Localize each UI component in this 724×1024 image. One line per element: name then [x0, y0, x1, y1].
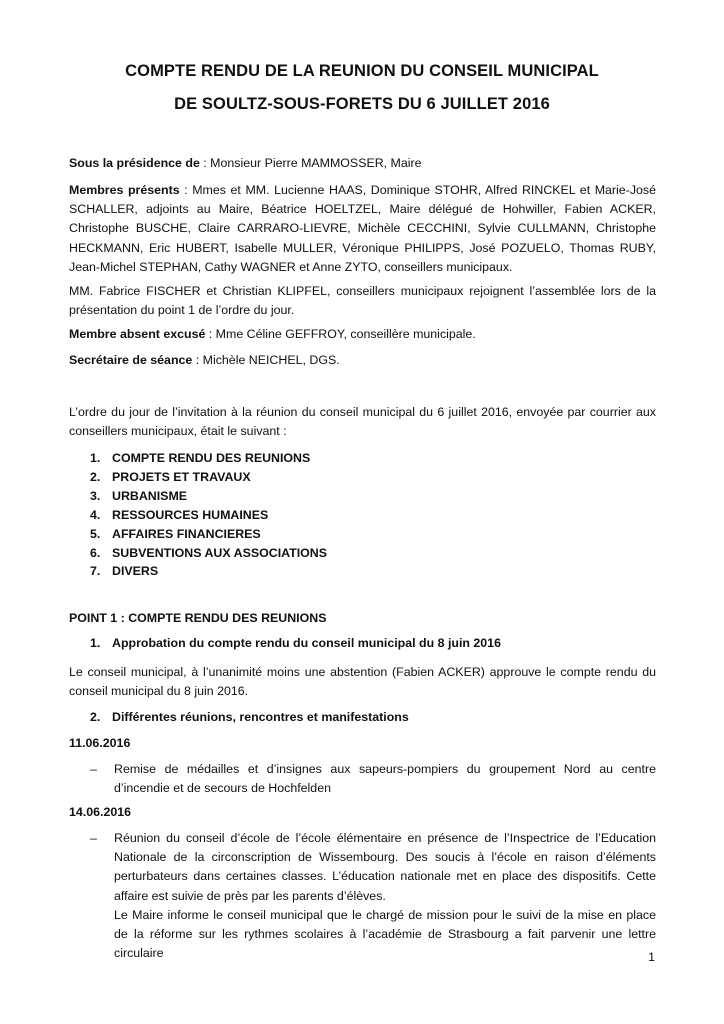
presidence-label: Sous la présidence de — [69, 156, 200, 170]
entry-text: Réunion du conseil d’école de l’école élémentaire en présence de l’Inspectrice de l’Education Nationale de la circonscription de Wissembourg. Des soucis à l’école en raison d’éléments perturbateurs dans certaines classes. L’éducation nationale met en place des dispositifs. Cette affaire est suivie de près par les parents d’élèves. — [114, 831, 656, 903]
presidence-paragraph — [69, 154, 656, 173]
agenda-list — [90, 449, 327, 581]
agenda-item-label: AFFAIRES FINANCIERES — [112, 526, 261, 541]
point1-subheading-1 — [90, 636, 501, 650]
document-title-line1: COMPTE RENDU DE LA REUNION DU CONSEIL MUNICIPAL — [125, 62, 599, 80]
entry-text: Remise de médailles et d’insignes aux sapeurs-pompiers du groupement Nord au centre d’incendie et de secours de Hochfelden — [114, 762, 656, 796]
agenda-item-label: URBANISME — [112, 488, 188, 503]
point1-sub1-text: Le conseil municipal, à l’unanimité moins une abstention (Fabien ACKER) approuve le compte rendu du conseil municipal du 8 juin 2016. — [69, 665, 656, 699]
dash-icon: – — [90, 831, 97, 845]
point1-subheading-2 — [90, 710, 409, 724]
agenda-item — [90, 468, 327, 487]
agenda-item-label: SUBVENTIONS AUX ASSOCIATIONS — [112, 545, 328, 560]
entry-text-continued: Le Maire informe le conseil municipal que le chargé de mission pour le suivi de la mise en place de la réforme sur les rythmes scolaires à l’académie de Strasbourg a fait parvenir une lettre circulaire — [114, 907, 656, 961]
agenda-item-label: DIVERS — [112, 564, 159, 579]
membres-label: Membres présents — [69, 183, 180, 197]
agenda-item-number: 3. — [90, 488, 101, 503]
agenda-item-number: 5. — [90, 526, 101, 541]
entry-bullet — [90, 829, 656, 963]
point1-heading: POINT 1 : COMPTE RENDU DES REUNIONS — [69, 611, 327, 625]
agenda-item — [90, 562, 327, 581]
agenda-item-label: PROJETS ET TRAVAUX — [112, 469, 251, 484]
membres-text: : Mmes et MM. Lucienne HAAS, Dominique STOHR, Alfred RINCKEL et Marie-José SCHALLER, adjoints au Maire, Béatrice HOELTZEL, Maire délégué de Hohwiller, Fabien ACKER, Christophe BUSCHE, Claire CARRARO-LIEVRE, Michèle CECCHINI, Sylvie CULLMANN, Christophe HECKMANN, Eric HUBERT, Isabelle MULLER, Véronique PHILIPPS, José POZUELO, Thomas RUBY, Jean-Michel STEPHAN, Cathy WAGNER et Anne ZYTO, conseillers municipaux. — [69, 183, 656, 274]
subheading-number: 1. — [90, 636, 101, 650]
presidence-text: : Monsieur Pierre MAMMOSSER, Maire — [199, 156, 422, 170]
subheading-number: 2. — [90, 710, 101, 724]
absent-text: : Mme Céline GEFFROY, conseillère municipale. — [205, 327, 476, 341]
agenda-item-number: 7. — [90, 564, 101, 579]
secretaire-paragraph — [69, 351, 656, 370]
agenda-item-number: 1. — [90, 451, 101, 465]
rejoignent-paragraph: MM. Fabrice FISCHER et Christian KLIPFEL, conseillers municipaux rejoignent l’assemblée lors de la présentation du point 1 de l’ordre du jour. — [69, 284, 656, 318]
secretaire-label: Secrétaire de séance — [69, 353, 193, 367]
entry-date: 11.06.2016 — [69, 736, 131, 750]
document-title-line2: DE SOULTZ-SOUS-FORETS DU 6 JUILLET 2016 — [174, 95, 550, 113]
subheading-label: Approbation du compte rendu du conseil municipal du 8 juin 2016 — [112, 636, 501, 650]
absent-paragraph — [69, 325, 656, 344]
agenda-item-label: COMPTE RENDU DES REUNIONS — [112, 451, 311, 465]
agenda-item — [90, 506, 327, 525]
agenda-item — [90, 544, 327, 563]
agenda-item-label: RESSOURCES HUMAINES — [112, 507, 269, 522]
entry-bullet — [90, 760, 656, 798]
subheading-label: Différentes réunions, rencontres et manifestations — [112, 710, 409, 724]
entry-date: 14.06.2016 — [69, 805, 132, 819]
agenda-item-number: 4. — [90, 507, 101, 522]
agenda-item-number: 2. — [90, 469, 101, 484]
page-number: 1 — [648, 950, 655, 964]
ordre-intro: L’ordre du jour de l’invitation à la réunion du conseil municipal du 6 juillet 2016, envoyée par courrier aux conseillers municipaux, était le suivant : — [69, 405, 656, 439]
dash-icon: – — [90, 762, 97, 776]
agenda-item — [90, 525, 327, 544]
agenda-item — [90, 449, 327, 468]
agenda-item-number: 6. — [90, 545, 101, 560]
membres-paragraph — [69, 181, 656, 277]
absent-label: Membre absent excusé — [69, 327, 206, 341]
secretaire-text: : Michèle NEICHEL, DGS. — [192, 353, 340, 367]
agenda-item — [90, 487, 327, 506]
